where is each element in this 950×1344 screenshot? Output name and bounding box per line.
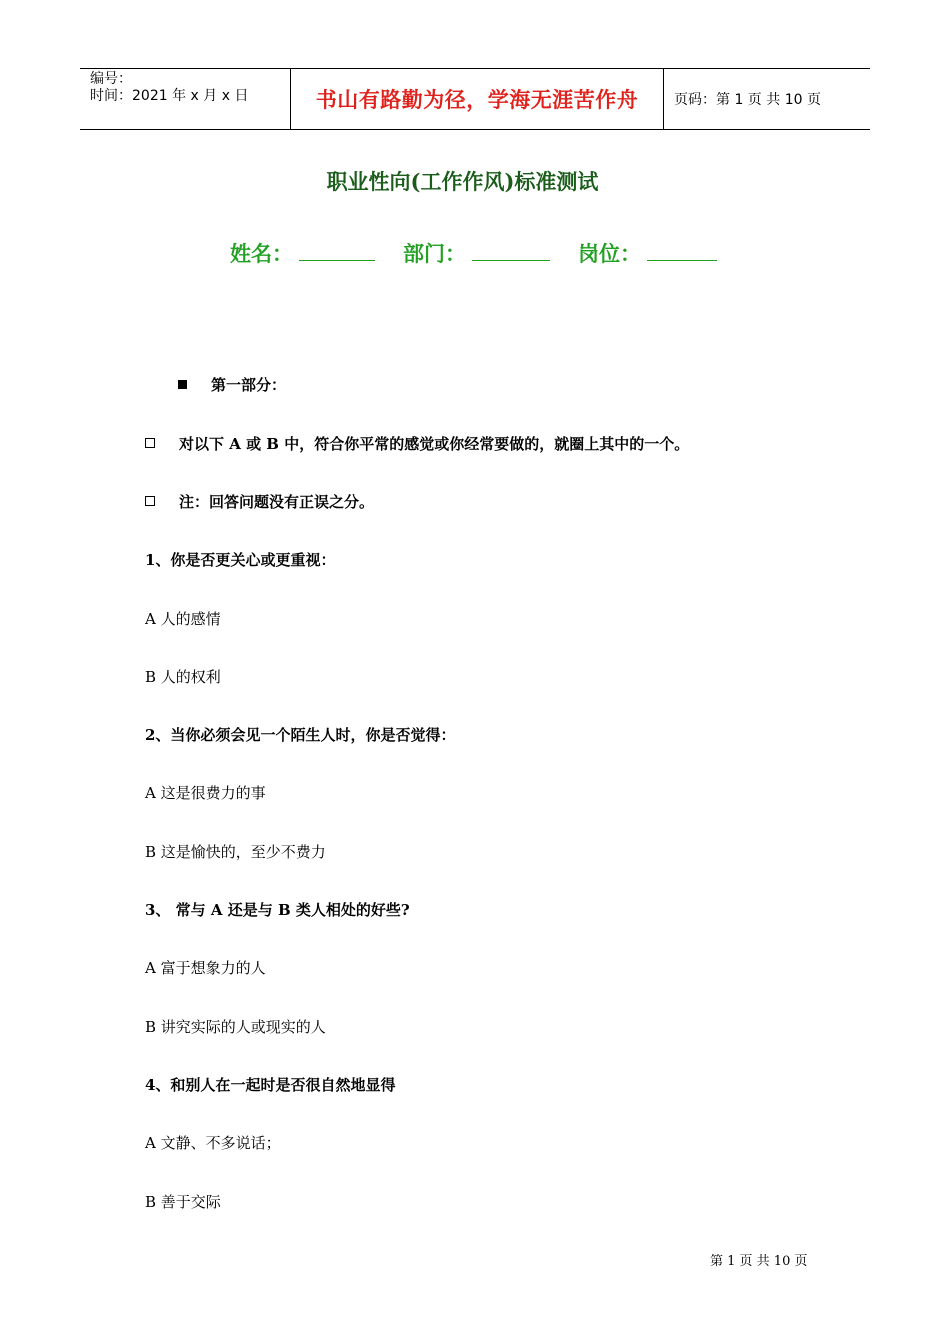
- question-1: 1、你是否更关心或更重视：: [145, 551, 336, 569]
- question-3-option-a[interactable]: A 富于想象力的人: [145, 959, 266, 977]
- section-heading-text: 第一部分：: [211, 376, 287, 394]
- checkbox-bullet-icon: [145, 438, 155, 448]
- section-heading: [178, 374, 286, 395]
- time-label: 时间：2021 年 x 月 x 日: [90, 88, 249, 104]
- question-4-option-a[interactable]: A 文静、不多说话；: [145, 1134, 281, 1152]
- name-label: 姓名：: [230, 242, 293, 266]
- header-page-label: 页码：第 1 页 共 10 页: [674, 92, 821, 108]
- dept-label: 部门：: [403, 242, 466, 266]
- instruction-2: [145, 491, 374, 512]
- page-header: [80, 68, 870, 130]
- checkbox-bullet-icon: [145, 496, 155, 506]
- post-blank[interactable]: [647, 238, 717, 261]
- square-bullet-icon: [178, 380, 187, 389]
- question-3-option-b[interactable]: B 讲究实际的人或现实的人: [145, 1018, 326, 1036]
- instruction-1: [145, 433, 689, 454]
- header-meta: [80, 69, 291, 129]
- page-footer: 第 1 页 共 10 页: [710, 1254, 808, 1269]
- post-field: [578, 238, 717, 268]
- header-motto: 书山有路勤为径，学海无涯苦作舟: [291, 69, 664, 129]
- question-1-option-a[interactable]: A 人的感情: [145, 610, 221, 628]
- dept-blank[interactable]: [472, 238, 550, 261]
- name-blank[interactable]: [299, 238, 375, 261]
- question-3: 3、 常与 A 还是与 B 类人相处的好些?: [145, 901, 410, 919]
- dept-field: [403, 238, 550, 268]
- info-fields: [230, 238, 717, 268]
- name-field: [230, 238, 375, 268]
- question-4-option-b[interactable]: B 善于交际: [145, 1193, 221, 1211]
- question-2: 2、当你必须会见一个陌生人时，你是否觉得：: [145, 726, 456, 744]
- document-title: 职业性向(工作作风)标准测试: [326, 169, 599, 194]
- post-label: 岗位：: [578, 242, 641, 266]
- instruction-2-text: 注：回答问题没有正误之分。: [179, 493, 375, 511]
- question-2-option-a[interactable]: A 这是很费力的事: [145, 784, 266, 802]
- number-label: 编号：: [90, 71, 132, 87]
- question-4: 4、和别人在一起时是否很自然地显得: [145, 1076, 396, 1094]
- instruction-1-text: 对以下 A 或 B 中，符合你平常的感觉或你经常要做的，就圈上其中的一个。: [179, 435, 690, 453]
- question-2-option-b[interactable]: B 这是愉快的，至少不费力: [145, 843, 326, 861]
- question-1-option-b[interactable]: B 人的权利: [145, 668, 221, 686]
